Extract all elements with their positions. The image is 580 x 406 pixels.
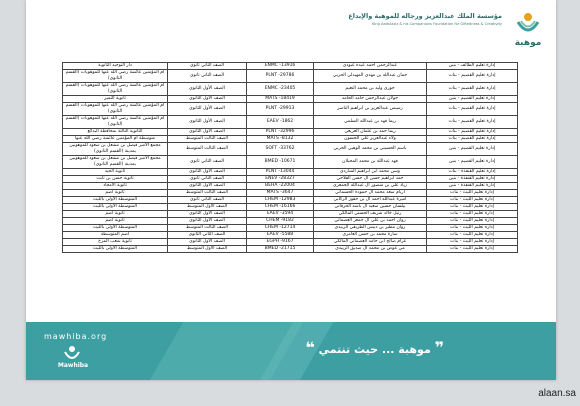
cell-department: إدارة تعليم القصيم - بنين [427,96,518,103]
cell-grade: الصف الثاني الثانوي [168,232,247,239]
cell-grade: الصف الأول الثانوي [168,239,247,246]
cell-student-name: ريما حمد بن عثمان العريعي [314,129,427,136]
org-name-block [332,12,502,26]
mawhiba-logo-icon [514,8,542,36]
cell-department: إدارة تعليم القنفذة - بنين [427,183,518,190]
cell-department: إدارة تعليم الليث - بنات [427,211,518,218]
cell-student-name: زياد علي بن منصور آل عبدالله الجمعري [314,183,427,190]
cell-department: إدارة تعليم الليث - بنات [427,225,518,232]
cell-grade: الصف الثالث المتوسط [168,136,247,143]
cell-department: إدارة تعليم القصيم - بنات [427,129,518,136]
cell-student-name: مي عوض بن محمد آل صديق الزبيدي [314,246,427,253]
cell-student-name: جوري وليد بن محمد النعيم [314,83,427,96]
cell-grade: الصف الثالث المتوسط [168,225,247,232]
table-row [63,63,518,70]
cell-project-code: BMED -10671 [247,156,314,169]
mawhiba-logo [506,8,550,56]
cell-school: الثانوية الثالثة بمحافظة البدائع [63,129,168,136]
cell-school: أضم المتوسطة [63,232,168,239]
cell-project-code: MATS -3647 [247,190,314,197]
cell-department: إدارة تعليم الليث - بنات [427,204,518,211]
cell-department: إدارة تعليم القصيم - بنات [427,116,518,129]
cell-student-name: باسم الحسيني بن محمد الوهبي الحربي [314,143,427,156]
table-row [63,129,518,136]
org-name-arabic: مؤسسة الملك عبدالعزيز ورجاله للموهبة والإبداع [348,12,502,20]
cell-project-code: CHEM -16166 [247,204,314,211]
cell-grade: الصف الثالث المتوسط [168,190,247,197]
cell-department: إدارة تعليم الليث - بنات [427,232,518,239]
cell-student-name: جمان عبدالله بن مهدي المهيدلي الحربي [314,70,427,83]
table-row [63,70,518,83]
cell-department: إدارة تعليم الليث - بنات [427,246,518,253]
cell-school: متوسطة أم المؤمنين عائشة رضي الله عنها [63,136,168,143]
cell-student-name: روان احمد بن علي آل جمعر العصماني [314,218,427,225]
cell-department: إدارة تعليم القصيم - بنات [427,70,518,83]
winners-table-wrap [62,62,496,253]
cell-department: إدارة تعليم الليث - بنات [427,239,518,246]
watermark: alaan.sa [538,388,576,399]
cell-project-code: EAEV -1862 [247,116,314,129]
cell-student-name: ولاء عبدالعزيز علي الحسون [314,136,427,143]
winners-table [62,62,518,253]
cell-department: إدارة تعليم القصيم - بنين [427,143,518,156]
table-row [63,156,518,169]
cell-grade: الصف الأول الثانوي [168,218,247,225]
cell-grade: الصف الثاني ثانوي [168,197,247,204]
cell-grade: الصف الثالث المتوسط [168,143,247,156]
cell-grade: الصف الأول المتوسط [168,246,247,253]
cell-school: أم المؤمنين عائشة رضي الله عنها للموهوبات (القسم الثانوي) [63,83,168,96]
table-row [63,197,518,204]
cell-student-name: أريام سعد محمد آل حمودة الحسماني [314,190,427,197]
table-row [63,116,518,129]
cell-school: المتوسطة الأولى بالليث [63,197,168,204]
table-row [63,83,518,96]
cell-department: إدارة تعليم الليث - بنات [427,218,518,225]
cell-project-code: BEHA -22004 [247,183,314,190]
table-row [63,232,518,239]
table-row [63,176,518,183]
cell-department: إدارة تعليم الليث - بنات [427,197,518,204]
cell-student-name: حمد ابراهيم حسن آل حسن الفلاحي [314,176,427,183]
cell-project-code: PLNT -32996 [247,129,314,136]
page-footer [26,322,556,380]
cell-department: إدارة تعليم الطائف - بنين [427,63,518,70]
cell-project-code: EAEV -5588 [247,232,314,239]
table-row [63,169,518,176]
cell-student-name: روان مطير بن دبيس الطريفي الزبيدي [314,225,427,232]
cell-department: إدارة تعليم القصيم - بنات [427,83,518,96]
cell-student-name: رسيس عبدالعزيز بن ابراهيم الناصر [314,103,427,116]
cell-project-code: PLNT -29913 [247,103,314,116]
cell-school: المتوسطة الأولى بالليث [63,246,168,253]
table-row [63,190,518,197]
cell-school: ثانوية الأمجاد [63,183,168,190]
table-row [63,204,518,211]
cell-project-code: BMED -21715 [247,246,314,253]
cell-student-name: رتيل خالد شريف الحسني المالكي [314,211,427,218]
cell-student-name: أميرة عبدالله احمد آل بن حفوز الركابي [314,197,427,204]
cell-grade: الصف الأول الثانوي [168,96,247,103]
cell-grade: الصف الأول الثانوي [168,116,247,129]
cell-project-code: SOFT -33762 [247,143,314,156]
slogan [305,338,444,357]
footer-logo-icon [62,344,82,362]
table-row [63,211,518,218]
table-row [63,143,518,156]
cell-grade: الصف الأول الثانوي [168,183,247,190]
cell-student-name: غرام صالح ابن حامد العصماني المالكي [314,239,427,246]
table-row [63,103,518,116]
cell-project-code: CHEM -9182 [247,218,314,225]
cell-grade: الصف الأول المتوسط [168,204,247,211]
cell-department: إدارة تعليم القنفذة - بنين [427,176,518,183]
logo-word: موهبة [514,38,542,48]
page-header [26,0,556,60]
quote-icon: ❝ [305,338,315,357]
cell-project-code: EGPH -9167 [247,239,314,246]
cell-grade: الصف الثاني ثانوي [168,176,247,183]
cell-school: ثانوية الجيد [63,169,168,176]
cell-student-name: عبدالرحمن احمد عبده عبودي [314,63,427,70]
footer-brand: Mawhiba [57,362,89,369]
table-row [63,239,518,246]
cell-grade: الصف الثاني ثانوي [168,70,247,83]
cell-project-code: MATS -8132 [247,136,314,143]
cell-student-name: بيلسان حسين سعيد آل باشه الحرقاني [314,204,427,211]
cell-department: إدارة تعليم القصيم - بنات [427,136,518,143]
cell-department: إدارة تعليم القصيم - بنين [427,156,518,169]
table-row [63,96,518,103]
cell-department: إدارة تعليم القنفذة - بنات [427,169,518,176]
cell-project-code: CHEM -12714 [247,225,314,232]
cell-grade: الصف الأول الثانوي [168,129,247,136]
cell-school: ثانوية اضم [63,218,168,225]
quote-icon: ❞ [434,338,444,357]
cell-project-code: ENEV -28327 [247,176,314,183]
cell-grade: الصف الثاني ثانوي [168,156,247,169]
cell-grade: الصف الأول الثانوي [168,103,247,116]
cell-project-code: CHEM -12983 [247,197,314,204]
cell-grade: الصف الأول الثانوي [168,83,247,96]
cell-school: ثانوية التميز [63,96,168,103]
table-row [63,225,518,232]
cell-school: مجمع الأمير فيصل بن مشعل بن سعود للموهوبين بمدينة (القسم الثانوي) [63,143,168,156]
cell-school: المتوسطة الأولى بالليث [63,225,168,232]
cell-school: دار التوحيد الثانوية [63,63,168,70]
cell-student-name: وسن محمد ابن ابراهيم الشاردي [314,169,427,176]
document-page [26,0,556,380]
cell-student-name: ريما فهد بن عبدالله السلمي [314,116,427,129]
cell-project-code: ENMC -23405 [247,83,314,96]
cell-project-code: EAEV -3594 [247,211,314,218]
cell-project-code: MATS -18419 [247,96,314,103]
cell-school: ثانوية اضم [63,211,168,218]
cell-school: مجمع الأمير فيصل بن مشعل بن سعود للموهوبين بمدينة (القسم الثانوي) [63,156,168,169]
slogan-text: موهبة ... حيث تنتمي [318,343,431,356]
table-row [63,183,518,190]
cell-student-name: سارة محمد بن حسن العامري [314,232,427,239]
cell-school: أم المؤمنين عائشة رضي الله عنها للموهوبات (القسم الثانوي) [63,103,168,116]
cell-school: أم المؤمنين عائشة رضي الله عنها للموهوبات (القسم الثانوي) [63,70,168,83]
org-name-english: King Abdulaziz & his Companions Foundation for Giftedness & Creativity [371,22,502,26]
cell-school: المتوسطة الأولى بالليث [63,204,168,211]
cell-grade: الصف الأول الثانوي [168,169,247,176]
cell-student-name: جولان عبدالرحمن حامد الحامد [314,96,427,103]
cell-project-code: PLNT -13044 [247,169,314,176]
cell-school: ثانوية شعب المرخ [63,239,168,246]
table-row [63,136,518,143]
cell-department: إدارة تعليم القصيم - بنات [427,103,518,116]
cell-student-name: فهد عبدالله بن محمد المحيلان [314,156,427,169]
cell-grade: الصف الأول الثانوي [168,211,247,218]
table-row [63,246,518,253]
website-url: mawhiba.org [44,332,108,341]
cell-grade: الصف الثاني ثانوي [168,63,247,70]
cell-school: أم المؤمنين عائشة رضي الله عنها للموهوبات (القسم الثانوي) [63,116,168,129]
table-row [63,218,518,225]
cell-school: ثانوية حسن بن ثابت [63,176,168,183]
cell-department: إدارة تعليم الليث - بنات [427,190,518,197]
cell-project-code: PLNT -29786 [247,70,314,83]
cell-project-code: ENMC -13916 [247,63,314,70]
cell-school: ثانوية اضم [63,190,168,197]
